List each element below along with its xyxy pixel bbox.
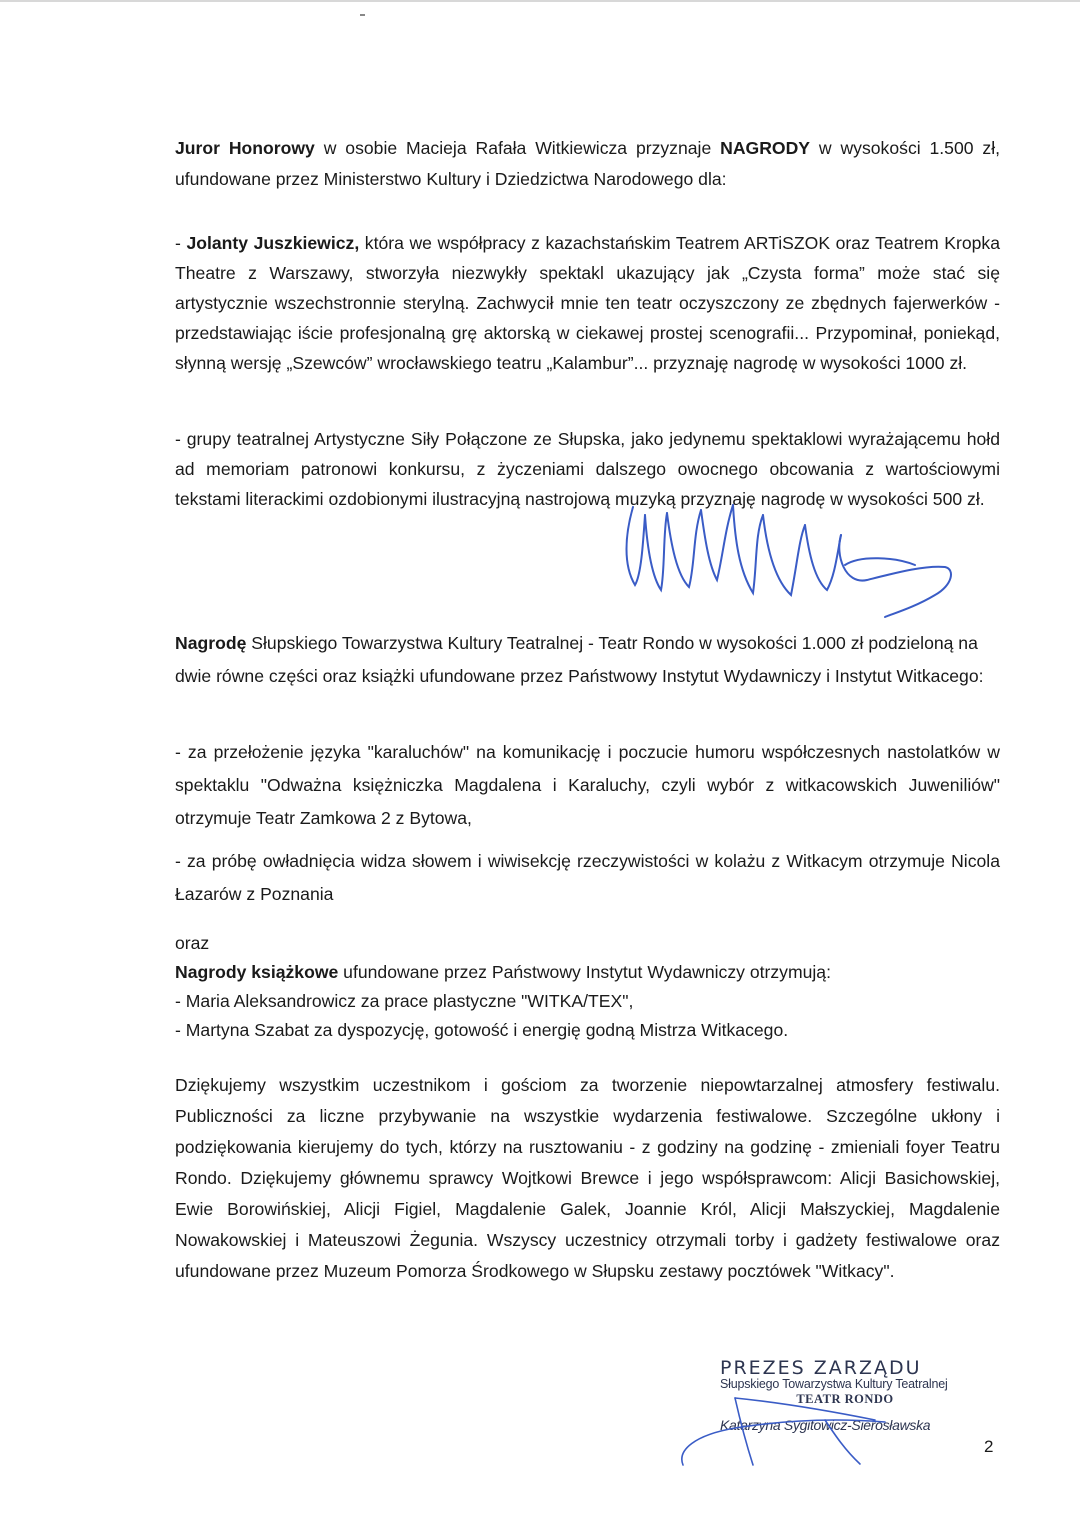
jury-paragraph bbox=[175, 133, 1000, 195]
stamp-title: PREZES ZARZĄDU bbox=[720, 1357, 922, 1379]
award-prefix: - bbox=[175, 233, 187, 253]
award-text: - za próbę owładnięcia widza słowem i wiwisekcję rzeczywistości w kolażu z Witkacym otrzymuje Nicola Łazarów z Poznania bbox=[175, 851, 1000, 904]
award-karaluchy bbox=[175, 736, 1000, 835]
stamp-person-name: Katarzyna Sygitowicz-Sierosławska bbox=[720, 1417, 931, 1433]
book-awards bbox=[175, 929, 1000, 1045]
award-lazarow bbox=[175, 845, 1000, 911]
award-text: - grupy teatralnej Artystyczne Siły Połączone ze Słupska, jako jedynemu spektaklowi wyrażającemu hołd ad memoriam patronowi konkursu, z życzeniami dalszego owocnego obcowania z wartościowymi tekstami literackimi ozdobionymi ilustracyjną nastrojową muzyką przyznaję nagrodę w wysokości 500 zł. bbox=[175, 429, 1000, 509]
jury-text-1: w osobie Macieja Rafała Witkiewicza przyznaje bbox=[314, 138, 721, 158]
thanks-paragraph bbox=[175, 1070, 1000, 1287]
award-text: która we współpracy z kazachstańskim Teatrem ARTiSZOK oraz Teatrem Kropka Theatre z Warszawy, stworzyła niezwykły spektakl ukazujący jak „Czysta forma” może stać się artystycznie wszechstronnie sterylną. Zachwycił mnie ten teatr oczyszczony ze zbędnych fajerwerków - przedstawiając iście profesjonalną grę aktorską w ciekawej prostej scenografii... Przypominał, poniekąd, słynną wersję „Szewców” wrocławskiego teatru „Kalambur”... przyznaję nagrodę w wysokości 1000 zł. bbox=[175, 233, 1000, 373]
thanks-text: Dziękujemy wszystkim uczestnikom i gościom za tworzenie niepowtarzalnej atmosfery festiwalu. Publiczności za liczne przybywanie na wszystkie wydarzenia festiwalowe. Szczególne ukłony i podziękowania kierujemy do tych, którzy na rusztowaniu - z godziny na godzinę - zmieniali foyer Teatru Rondo. Dziękujemy głównemu sprawcy Wojtkowi Brewce i jego współsprawcom: Alicji Basichowskiej, Ewie Borowińskiej, Alicji Figiel, Magdalenie Galek, Joannie Król, Alicji Małszyckiej, Magdalenie Nowakowskiej i Mateuszowi Żegunia. Wszyscy uczestnicy otrzymali torby i gadżety festiwalowe oraz ufundowane przez Muzeum Pomorza Środkowego w Słupsku zestawy pocztówek "Witkacy". bbox=[175, 1075, 1000, 1281]
juror-signature bbox=[605, 495, 965, 625]
jury-label: Juror Honorowy bbox=[175, 138, 315, 158]
book-award-item: - Martyna Szabat za dyspozycję, gotowość i energię godną Mistrza Witkacego. bbox=[175, 1020, 789, 1040]
award-recipient-name: Jolanty Juszkiewicz, bbox=[186, 233, 360, 253]
nagrody-label: NAGRODY bbox=[720, 138, 811, 158]
book-awards-label: Nagrody książkowe bbox=[175, 962, 339, 982]
jury-text-2: w wysokości 1.500 zł, ufundowane przez Ministerstwo Kultury i Dziedzictwa Narodowego dla: bbox=[175, 138, 1000, 189]
stamp-organization: Słupskiego Towarzystwa Kultury Teatralnej bbox=[720, 1377, 948, 1391]
award-text: - za przełożenie języka "karaluchów" na komunikację i poczucie humoru współczesnych nastolatków w spektaklu "Odważna księżniczka Magdalena i Karaluchy, czyli wybór z witkacowskich Juweniliów" otrzymuje Teatr Zamkowa 2 z Bytowa, bbox=[175, 742, 1000, 828]
scan-speck bbox=[360, 14, 365, 16]
book-award-item: - Maria Aleksandrowicz za prace plastyczne "WITKA/TEX", bbox=[175, 991, 634, 1011]
president-signature bbox=[675, 1380, 915, 1470]
nagrode-label: Nagrodę bbox=[175, 633, 247, 653]
oraz-line: oraz bbox=[175, 933, 210, 953]
scan-edge-line bbox=[0, 0, 1080, 2]
rondo-text: Słupskiego Towarzystwa Kultury Teatralnej - Teatr Rondo w wysokości 1.000 zł podzieloną na dwie równe części oraz książki ufundowane przez Państwowy Instytut Wydawniczy i Instytut Witkacego: bbox=[175, 633, 984, 686]
book-awards-heading bbox=[175, 958, 1000, 987]
rondo-award-intro bbox=[175, 627, 1000, 693]
book-awards-text: ufundowane przez Państwowy Instytut Wydawniczy otrzymują: bbox=[338, 962, 831, 982]
award-juszkiewicz bbox=[175, 228, 1000, 378]
stamp-theatre-name: TEATR RONDO bbox=[796, 1392, 894, 1406]
page-number: 2 bbox=[984, 1437, 994, 1456]
